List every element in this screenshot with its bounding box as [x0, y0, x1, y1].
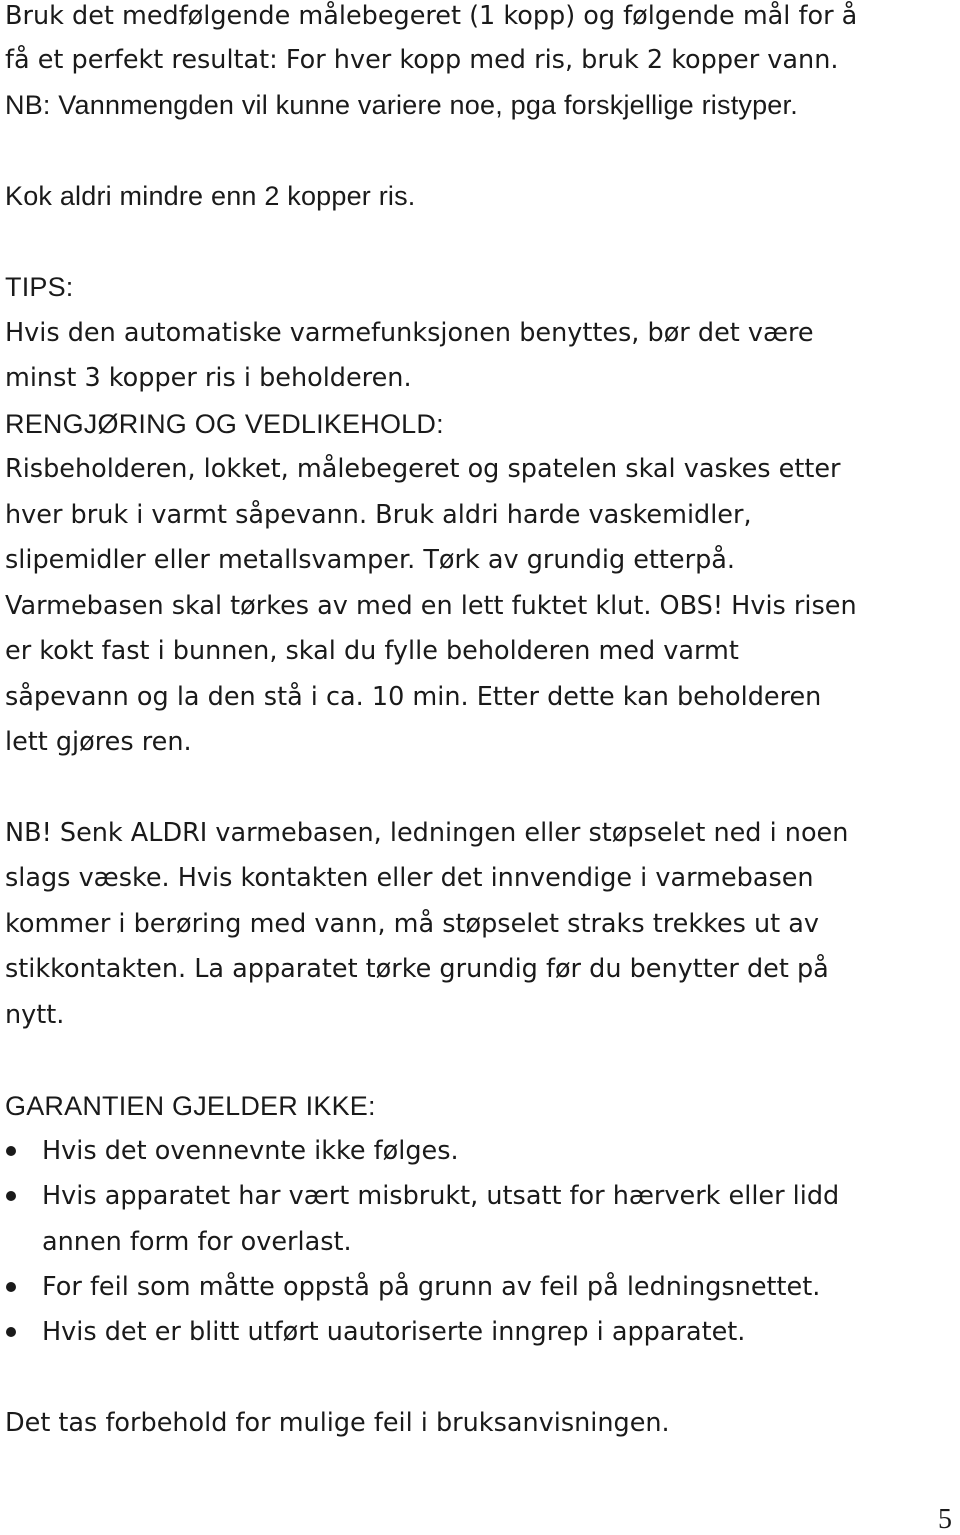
intro-line-2: få et perfekt resultat: For hver kopp med ris, bruk 2 kopper vann. — [5, 45, 839, 75]
intro-line-1: Bruk det medfølgende målebegeret (1 kopp) og følgende mål for å — [5, 1, 858, 31]
cleaning-line-6: såpevann og la den stå i ca. 10 min. Etter dette kan beholderen — [5, 682, 822, 712]
warning-line-5: nytt. — [5, 1000, 65, 1030]
tips-line-2: minst 3 kopper ris i beholderen. — [5, 363, 412, 393]
tips-line-1: Hvis den automatiske varmefunksjonen benyttes, bør det være — [5, 318, 814, 348]
list-item-text: Hvis det ovennevnte ikke følges. — [42, 1136, 459, 1166]
disclaimer: Det tas forbehold for mulige feil i bruksanvisningen. — [5, 1408, 670, 1438]
bullet-icon — [6, 1282, 16, 1292]
list-item-text-continued: annen form for overlast. — [42, 1227, 352, 1257]
cleaning-line-2: hver bruk i varmt såpevann. Bruk aldri harde vaskemidler, — [5, 500, 752, 530]
warning-line-3: kommer i berøring med vann, må støpselet straks trekkes ut av — [5, 909, 820, 939]
bullet-icon — [6, 1327, 16, 1337]
cleaning-line-5: er kokt fast i bunnen, skal du fylle beholderen med varmt — [5, 636, 739, 666]
bullet-icon — [6, 1191, 16, 1201]
intro-line-4: Kok aldri mindre enn 2 kopper ris. — [5, 181, 416, 211]
intro-line-3: NB: Vannmengden vil kunne variere noe, pga forskjellige ristyper. — [5, 90, 798, 120]
page-number: 5 — [938, 1504, 952, 1535]
tips-heading: TIPS: — [5, 272, 74, 302]
warning-line-1: NB! Senk ALDRI varmebasen, ledningen eller støpselet ned i noen — [5, 818, 849, 848]
list-item-text: Hvis apparatet har vært misbrukt, utsatt for hærverk eller lidd — [42, 1181, 840, 1211]
list-item-text: For feil som måtte oppstå på grunn av feil på ledningsnettet. — [42, 1272, 821, 1302]
list-item-text: Hvis det er blitt utført uautoriserte inngrep i apparatet. — [42, 1317, 746, 1347]
cleaning-line-4: Varmebasen skal tørkes av med en lett fuktet klut. OBS! Hvis risen — [5, 591, 857, 621]
cleaning-line-1: Risbeholderen, lokket, målebegeret og spatelen skal vaskes etter — [5, 454, 841, 484]
bullet-icon — [6, 1146, 16, 1156]
warning-line-2: slags væske. Hvis kontakten eller det innvendige i varmebasen — [5, 863, 814, 893]
warning-line-4: stikkontakten. La apparatet tørke grundig før du benytter det på — [5, 954, 829, 984]
cleaning-line-7: lett gjøres ren. — [5, 727, 192, 757]
cleaning-heading: RENGJØRING OG VEDLIKEHOLD: — [5, 409, 444, 439]
cleaning-line-3: slipemidler eller metallsvamper. Tørk av grundig etterpå. — [5, 545, 736, 575]
warranty-heading: GARANTIEN GJELDER IKKE: — [5, 1091, 376, 1121]
